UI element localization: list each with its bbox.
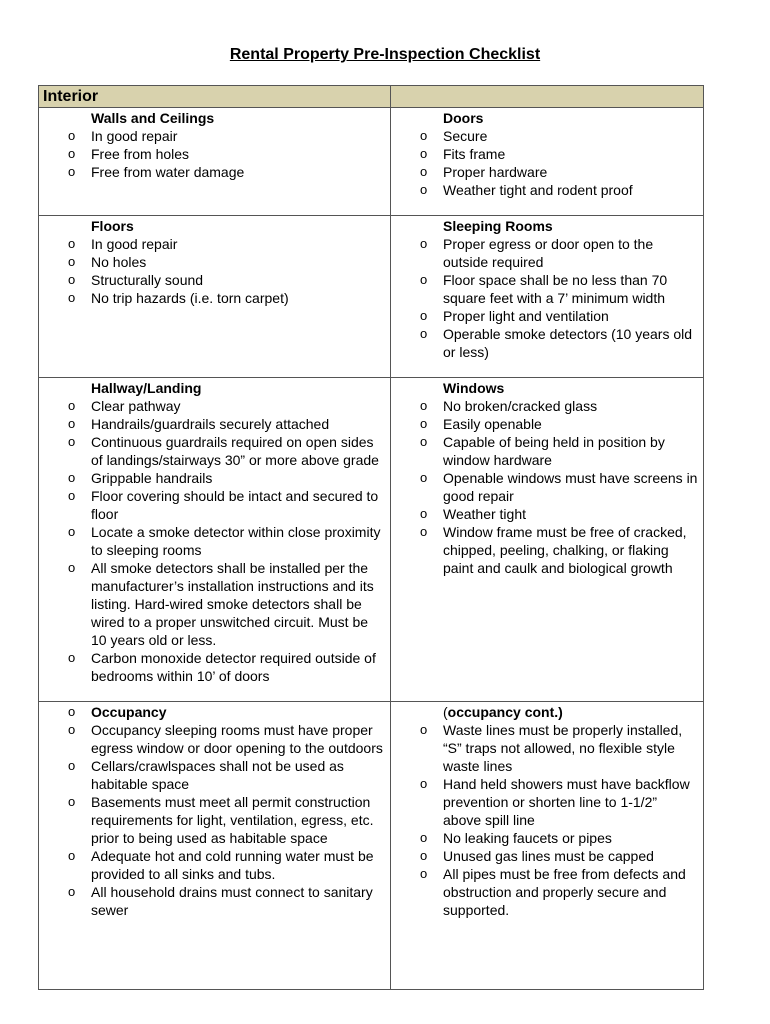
- list-item: o Proper light and ventilation: [420, 308, 609, 324]
- bullet-icon: o: [68, 848, 76, 863]
- list-item: o No trip hazards (i.e. torn carpet): [68, 290, 289, 306]
- left-cell: [39, 702, 391, 990]
- list-item: o Weather tight and rodent proof: [420, 182, 633, 198]
- bullet-icon: o: [420, 722, 428, 737]
- item-list: [39, 397, 390, 685]
- list-item: o No holes: [68, 254, 147, 270]
- group-heading: Hallway/Landing: [91, 380, 202, 396]
- bullet-icon: o: [68, 758, 76, 773]
- right-cell: [391, 108, 704, 216]
- group-heading: Sleeping Rooms: [443, 218, 553, 234]
- list-item: o Floor covering should be intact and secured to floor: [68, 488, 379, 522]
- list-item: o Fits frame: [420, 146, 506, 162]
- bullet-icon: o: [68, 164, 76, 179]
- checklist-row: [39, 216, 704, 378]
- list-item: o Capable of being held in position by window hardware: [420, 434, 665, 468]
- bullet-icon: o: [420, 866, 428, 881]
- bullet-icon: o: [68, 434, 76, 449]
- bullet-icon: o: [68, 470, 76, 485]
- list-item: o Cellars/crawlspaces shall not be used as habitable space: [68, 758, 344, 792]
- bullet-icon: o: [420, 272, 428, 287]
- list-item: o Free from holes: [68, 146, 190, 162]
- group-heading: Floors: [91, 218, 134, 234]
- bullet-icon: o: [420, 470, 428, 485]
- group-heading: Walls and Ceilings: [91, 110, 215, 126]
- list-item: o Weather tight: [420, 506, 527, 522]
- right-cell: [391, 216, 704, 378]
- list-item: o Proper egress or door open to the outside required: [420, 236, 654, 270]
- bullet-icon: o: [420, 398, 428, 413]
- list-item: o Free from water damage: [68, 164, 245, 180]
- bullet-icon: o: [68, 128, 76, 143]
- item-list: [391, 235, 703, 361]
- bullet-icon: o: [68, 884, 76, 899]
- bullet-icon: o: [68, 560, 76, 575]
- bullet-icon: o: [420, 146, 428, 161]
- list-item: o Locate a smoke detector within close proximity to sleeping rooms: [68, 524, 381, 558]
- bullet-icon: o: [420, 830, 428, 845]
- bullet-icon: o: [68, 794, 76, 809]
- list-item: o Waste lines must be properly installed, “S” traps not allowed, no flexible style waste lines: [420, 722, 683, 774]
- bullet-icon: o: [420, 434, 428, 449]
- list-item: o All smoke detectors shall be installed per the manufacturer’s installation instructions and its listing. Hard-wired smoke detectors shall be wired to a proper unswitched circuit. Must be 10 years old or less.: [68, 560, 374, 648]
- bullet-icon: o: [420, 326, 428, 341]
- list-item: o In good repair: [68, 128, 178, 144]
- bullet-icon: o: [68, 290, 76, 305]
- list-item: o Occupancy sleeping rooms must have proper egress window or door opening to the outdoors: [68, 722, 383, 756]
- list-item: o Grippable handrails: [68, 470, 213, 486]
- list-item: o No broken/cracked glass: [420, 398, 598, 414]
- list-item: o Adequate hot and cold running water must be provided to all sinks and tubs.: [68, 848, 374, 882]
- list-item: o Easily openable: [420, 416, 542, 432]
- bullet-icon: o: [420, 776, 428, 791]
- list-item: o Handrails/guardrails securely attached: [68, 416, 330, 432]
- bullet-icon: o: [68, 704, 76, 719]
- section-header-blank-cell: [391, 86, 704, 108]
- bullet-icon: o: [420, 308, 428, 323]
- left-cell: [39, 216, 391, 378]
- list-item: o Openable windows must have screens in good repair: [420, 470, 698, 504]
- list-item: o Operable smoke detectors (10 years old or less): [420, 326, 693, 360]
- bullet-icon: o: [420, 524, 428, 539]
- group-heading: Windows: [443, 380, 505, 396]
- list-item: o All pipes must be free from defects and obstruction and properly secure and supported.: [420, 866, 686, 918]
- list-item: o Secure: [420, 128, 488, 144]
- bullet-icon: o: [68, 650, 76, 665]
- list-item: o Basements must meet all permit construction requirements for light, ventilation, egress, etc. prior to being used as habitable space: [68, 794, 374, 846]
- list-item: o Proper hardware: [420, 164, 548, 180]
- list-item: o Floor space shall be no less than 70 square feet with a 7’ minimum width: [420, 272, 668, 306]
- bullet-icon: o: [68, 416, 76, 431]
- group-heading: (occupancy cont.): [443, 704, 563, 720]
- item-list: [391, 397, 703, 577]
- right-cell: [391, 702, 704, 990]
- item-list: [39, 235, 390, 307]
- bullet-icon: o: [68, 722, 76, 737]
- list-item: o In good repair: [68, 236, 178, 252]
- bullet-icon: o: [68, 488, 76, 503]
- item-list: [391, 127, 703, 199]
- list-item: o Structurally sound: [68, 272, 204, 288]
- item-list: [391, 721, 703, 919]
- list-item: o No leaking faucets or pipes: [420, 830, 612, 846]
- group-heading: Doors: [443, 110, 484, 126]
- bullet-icon: o: [68, 524, 76, 539]
- list-item: o Unused gas lines must be capped: [420, 848, 654, 864]
- bullet-icon: o: [68, 272, 76, 287]
- list-item: o Occupancy: [68, 704, 167, 720]
- bullet-icon: o: [420, 848, 428, 863]
- list-item: o Clear pathway: [68, 398, 181, 414]
- checklist-row: [39, 378, 704, 702]
- checklist-row: [39, 702, 704, 990]
- section-title: Interior: [43, 88, 99, 105]
- left-cell: [39, 378, 391, 702]
- right-cell: [391, 378, 704, 702]
- list-item: o Carbon monoxide detector required outside of bedrooms within 10’ of doors: [68, 650, 376, 684]
- checklist-row: [39, 108, 704, 216]
- bullet-icon: o: [420, 236, 428, 251]
- list-item: o Window frame must be free of cracked, chipped, peeling, chalking, or flaking paint and caulk and biological growth: [420, 524, 687, 576]
- bullet-icon: o: [68, 398, 76, 413]
- list-item: o Hand held showers must have backflow prevention or shorten line to 1-1/2” above spill line: [420, 776, 690, 828]
- bullet-icon: o: [68, 254, 76, 269]
- item-list: [39, 127, 390, 181]
- list-item: o Continuous guardrails required on open sides of landings/stairways 30” or more above grade: [68, 434, 379, 468]
- bullet-icon: o: [420, 128, 428, 143]
- left-cell: [39, 108, 391, 216]
- list-item: o All household drains must connect to sanitary sewer: [68, 884, 373, 918]
- bullet-icon: o: [420, 182, 428, 197]
- checklist-table: [38, 85, 704, 990]
- section-header-row: [39, 86, 704, 108]
- bullet-icon: o: [68, 236, 76, 251]
- bullet-icon: o: [420, 164, 428, 179]
- section-header-cell: [39, 86, 391, 108]
- bullet-icon: o: [68, 146, 76, 161]
- document-title: Rental Property Pre-Inspection Checklist: [229, 46, 541, 63]
- bullet-icon: o: [420, 416, 428, 431]
- item-list: [39, 703, 390, 919]
- bullet-icon: o: [420, 506, 428, 521]
